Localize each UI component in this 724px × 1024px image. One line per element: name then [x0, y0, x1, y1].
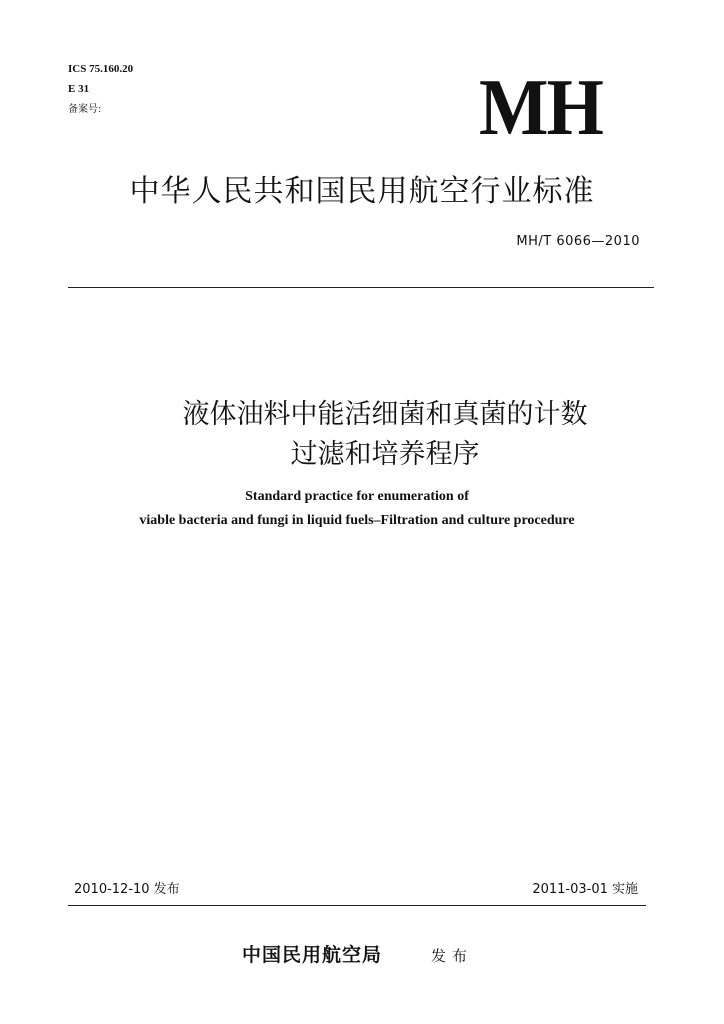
- document-title-cn-line1: 液体油料中能活细菌和真菌的计数: [182, 399, 588, 430]
- issue-date: 2010-12-10 发布: [74, 882, 180, 897]
- ics-code: ICS 75.160.20: [68, 63, 134, 75]
- standard-title: 中华人民共和国民用航空行业标准: [129, 174, 595, 209]
- standard-code: MH/T 6066—2010: [516, 234, 640, 249]
- document-title-en-line2: viable bacteria and fungi in liquid fuels–Filtration and culture procedure: [139, 513, 575, 528]
- document-title-en-line1: Standard practice for enumeration of: [245, 489, 469, 504]
- classification-code: E 31: [68, 83, 90, 95]
- document-title-cn-line2: 过滤和培养程序: [290, 439, 480, 470]
- record-number-label: 备案号:: [68, 104, 102, 115]
- implementation-date: 2011-03-01 实施: [532, 882, 638, 897]
- issuer-suffix: 发布: [431, 947, 474, 965]
- issuer-name: 中国民用航空局: [242, 944, 383, 966]
- bottom-divider: [68, 905, 646, 906]
- mh-logo: MH: [479, 64, 603, 152]
- top-divider: [68, 287, 654, 288]
